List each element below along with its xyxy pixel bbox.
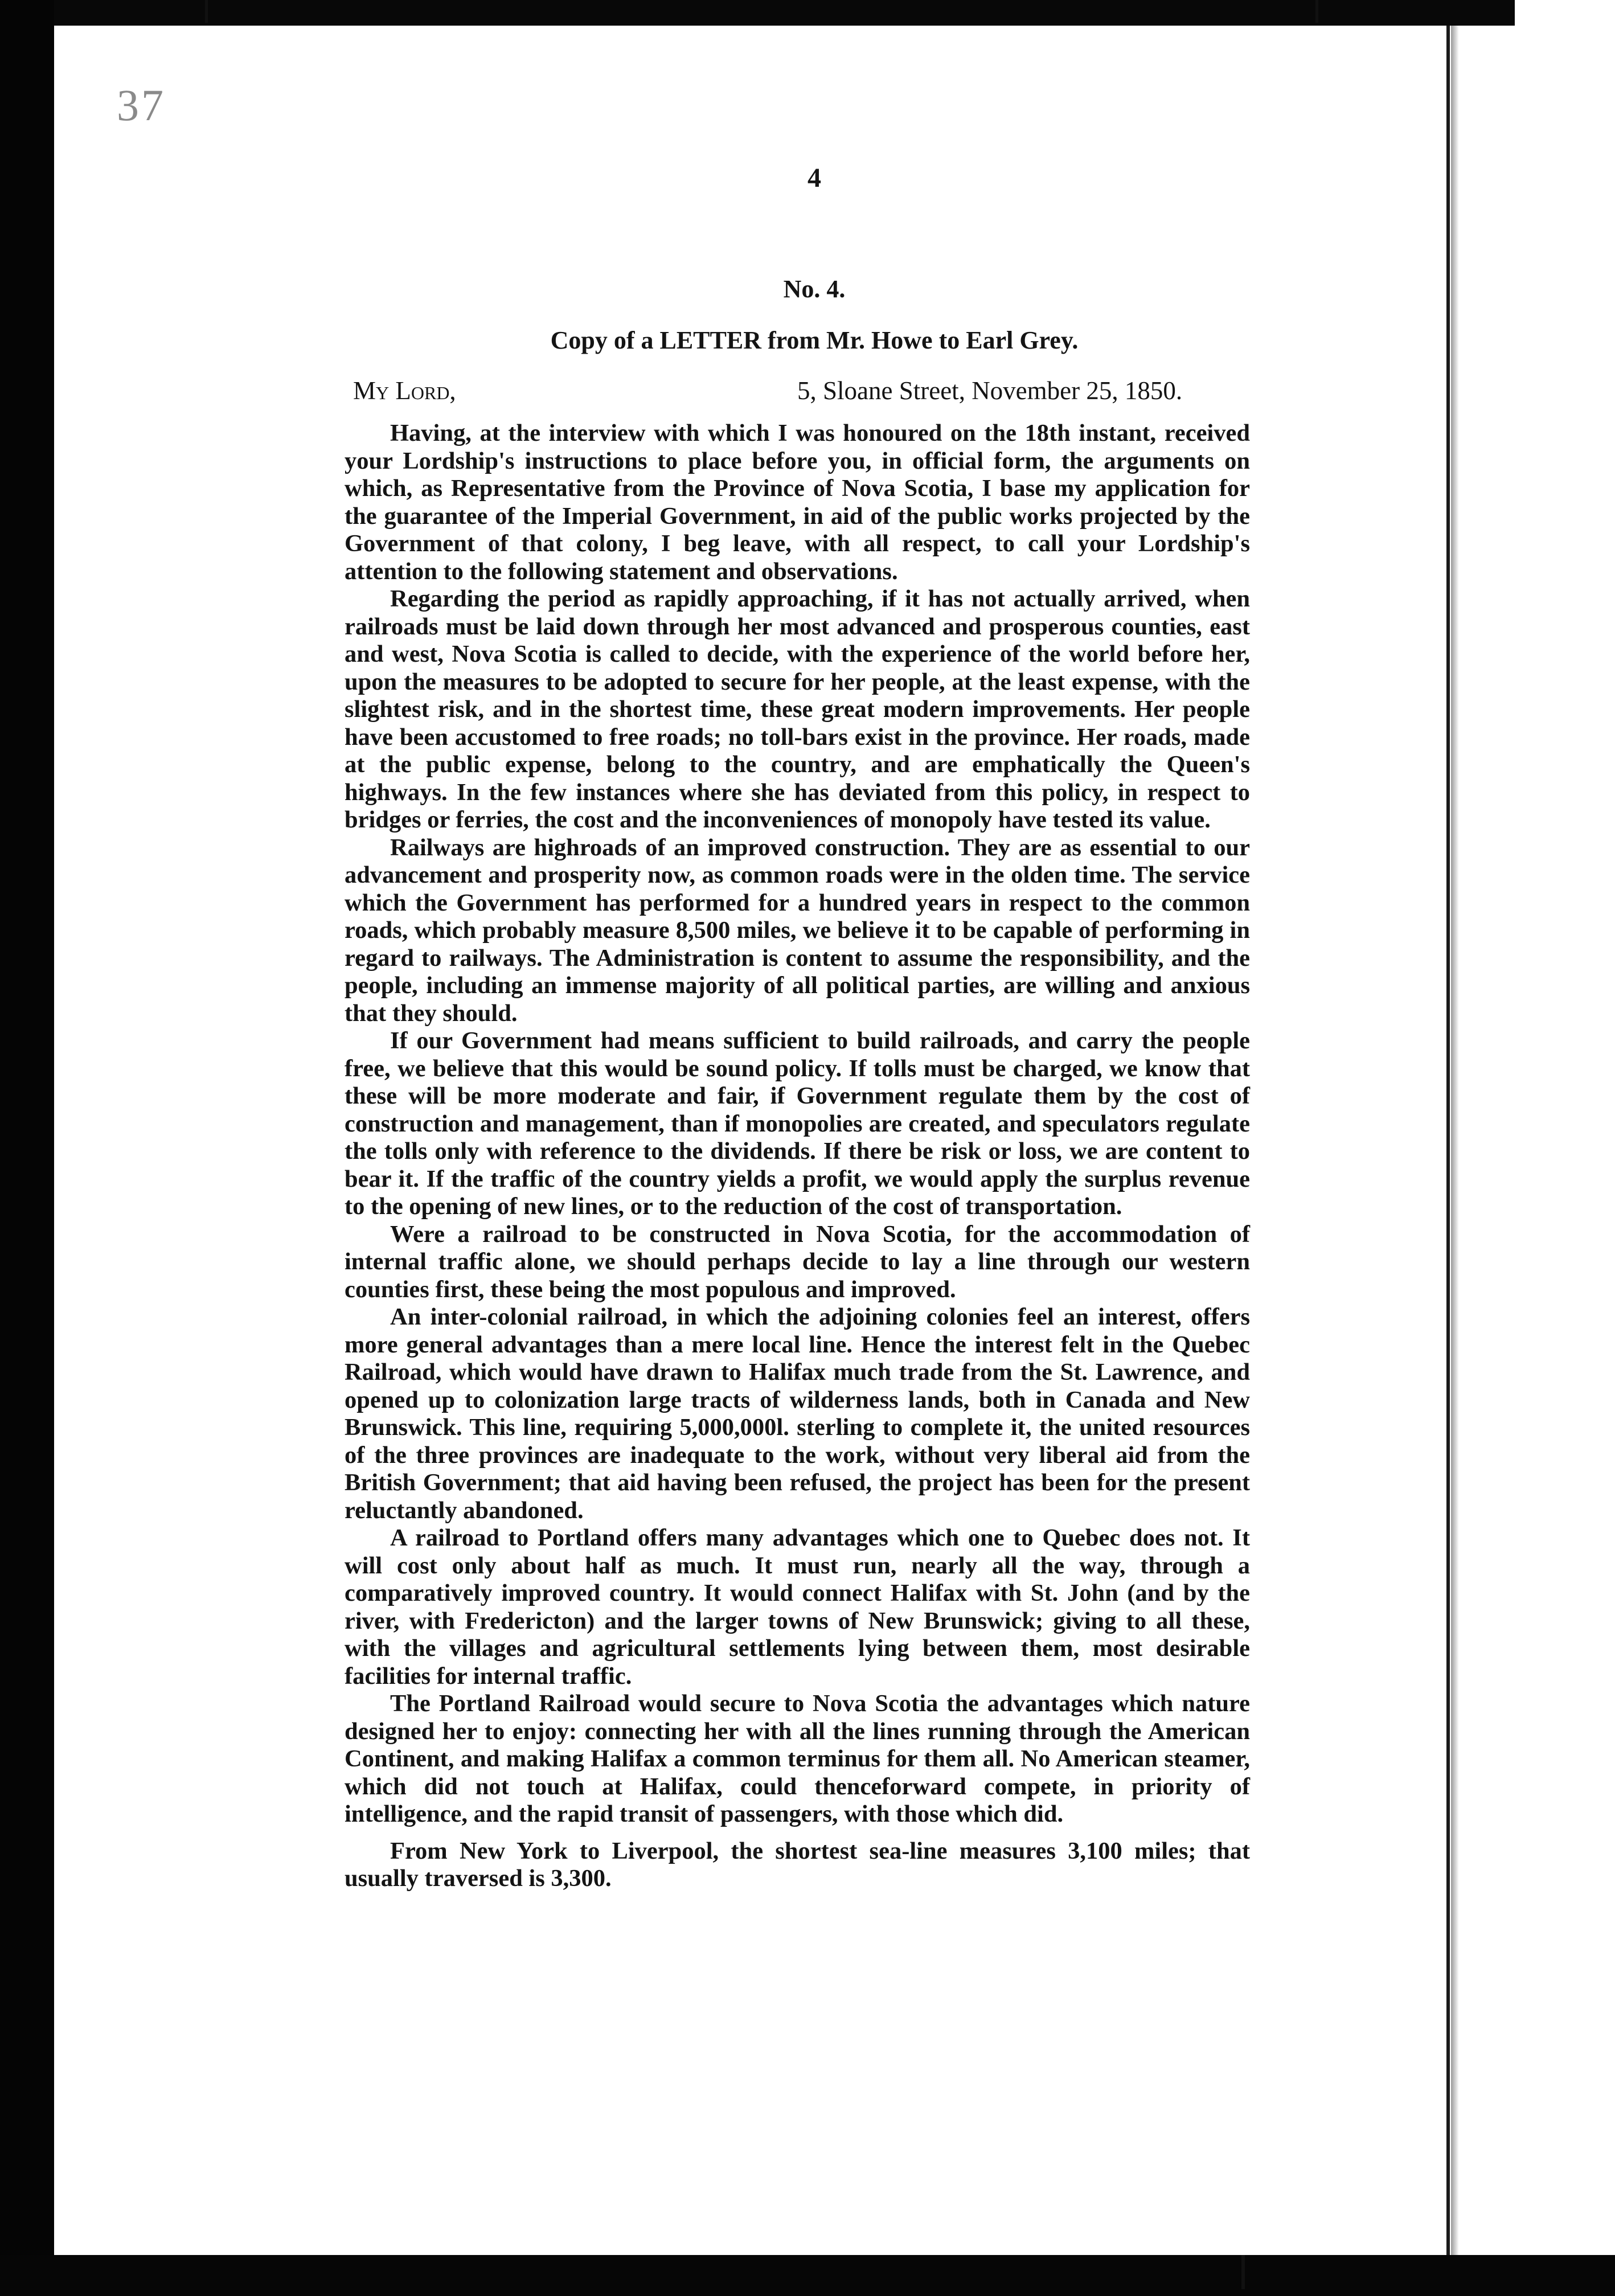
page-edge-shadow [1451,26,1459,2255]
page-edge-line [1446,26,1450,2255]
scan-border-left [0,0,54,2296]
document-number: No. 4. [783,275,846,303]
letter-heading [353,376,1241,410]
scan-tick-mark [205,0,208,23]
address-date: 5, Sloane Street, November 25, 1850. [797,376,1183,405]
archive-folio-number: 37 [117,80,166,130]
scan-border-bottom [0,2255,1615,2296]
paragraph: Having, at the interview with which I was honoured on the 18th instant, received your Lordship's instructions to place before you, in official form, the arguments on which, as Representative from the Province of Nova Scotia, I base my application for the guarantee of the Imperial Government, in aid of the public works projected by the Government of that colony, I beg leave, with all respect, to call your Lordship's attention to the following statement and observations. [345,420,1250,585]
paragraph: A railroad to Portland offers many advantages which one to Quebec does not. It will cost only about half as much. It must run, nearly all the way, through a comparatively improved country. It would connect Halifax with St. John (and by the river, with Fredericton) and the larger towns of New Brunswick; giving to all these, with the villages and agricultural settlements lying between them, most desirable facilities for internal traffic. [345,1524,1250,1690]
paragraph: If our Government had means sufficient to build railroads, and carry the people free, we believe that this would be sound policy. If tolls must be charged, we know that these will be more moderate and fair, if Government regulate them by the cost of construction and management, than if monopolies are created, and speculators regulate the tolls only with reference to the dividends. If there be risk or loss, we are content to bear it. If the traffic of the country yields a profit, we would apply the surplus revenue to the opening of new lines, or to the reduction of the cost of transportation. [345,1027,1250,1220]
scan-tick-mark [1315,0,1318,23]
page-number: 4 [807,163,821,193]
scan-border-top [0,0,1615,26]
document-title: Copy of a LETTER from Mr. Howe to Earl Grey. [550,326,1079,354]
paragraph: From New York to Liverpool, the shortest sea-line measures 3,100 miles; that usually traversed is 3,300. [345,1837,1250,1892]
scan-tick-mark [1241,2255,1245,2289]
letter-body [345,420,1250,1893]
paragraph: The Portland Railroad would secure to Nova Scotia the advantages which nature designed her to enjoy: connecting her with all the lines running through the American Continent, and making Halifax a common terminus for them all. No American steamer, which did not touch at Halifax, could thenceforward compete, in priority of intelligence, and the rapid transit of passengers, with those which did. [345,1690,1250,1827]
paragraph: An inter-colonial railroad, in which the adjoining colonies feel an interest, offers more general advantages than a mere local line. Hence the interest felt in the Quebec Railroad, which would have drawn to Halifax much trade from the St. Lawrence, and opened up to colonization large tracts of wilderness lands, both in Canada and New Brunswick. This line, requiring 5,000,000l. sterling to complete it, the united resources of the three provinces are inadequate to the work, without very liberal aid from the British Government; that aid having been refused, the project has been for the present reluctantly abandoned. [345,1303,1250,1524]
paragraph: Were a railroad to be constructed in Nova Scotia, for the accommodation of internal traffic alone, we should perhaps decide to lay a line through our western counties first, these being the most populous and improved. [345,1220,1250,1303]
scan-border-right [1515,0,1615,2296]
salutation: My Lord, [353,376,456,405]
paragraph: Regarding the period as rapidly approaching, if it has not actually arrived, when railroads must be laid down through her most advanced and prosperous counties, east and west, Nova Scotia is called to decide, with the experience of the world before her, upon the measures to be adopted to secure for her people, at the least expense, with the slightest risk, and in the shortest time, these great modern improvements. Her people have been accustomed to free roads; no toll-bars exist in the province. Her roads, made at the public expense, belong to the country, and are emphatically the Queen's highways. In the few instances where she has deviated from this policy, in respect to bridges or ferries, the cost and the inconveniences of monopoly have tested its value. [345,585,1250,833]
paragraph: Railways are highroads of an improved construction. They are as essential to our advancement and prosperity now, as common roads were in the olden time. The service which the Government has performed for a hundred years in respect to the common roads, which probably measure 8,500 miles, we believe it to be capable of performing in regard to railways. The Administration is content to assume the responsibility, and the people, including an immense majority of all political parties, are willing and anxious that they should. [345,834,1250,1027]
